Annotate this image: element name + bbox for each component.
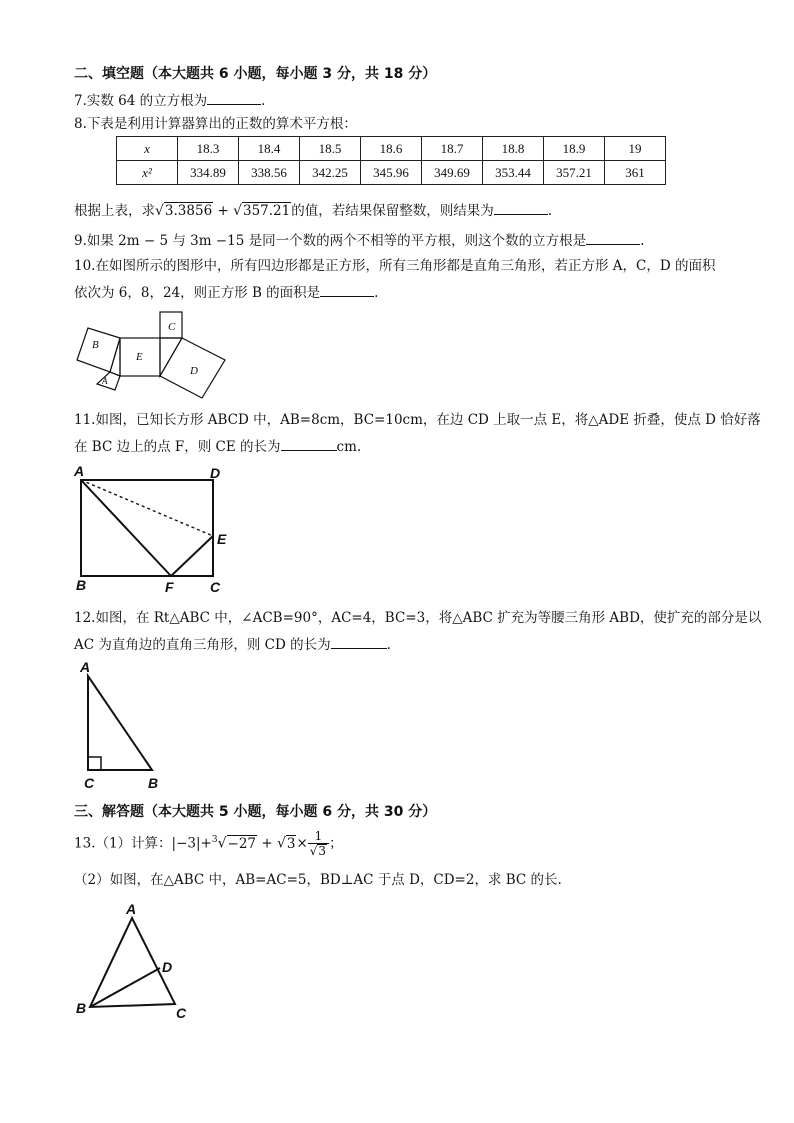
table-cell: 18.3 <box>178 137 239 161</box>
label-c: C <box>168 321 176 333</box>
times-sign: × <box>296 835 308 852</box>
denominator-radicand: 3 <box>318 844 327 859</box>
radical-sign: √ <box>155 203 164 219</box>
cube-root-index: 3 <box>211 835 218 846</box>
segment-af <box>81 480 171 576</box>
table-cell: 342.25 <box>300 161 361 185</box>
table-cell: 18.7 <box>422 137 483 161</box>
q8-end: . <box>547 203 553 219</box>
radicand-2: 357.21 <box>243 203 291 219</box>
q9-answer-blank <box>586 232 640 245</box>
section-2-heading: 二、填空题（本大题共 6 小题，每小题 3 分，共 18 分） <box>74 66 437 82</box>
sqrt-table <box>116 136 666 185</box>
radicand-1: 3.3856 <box>164 203 213 219</box>
table-cell: 18.5 <box>300 137 361 161</box>
q12-end: . <box>386 637 391 653</box>
label-a: A <box>126 901 137 917</box>
fraction-denominator <box>308 844 329 858</box>
q12-line-2 <box>74 636 391 653</box>
label-c: C <box>84 775 95 791</box>
q12-line-2-text: AC 为直角边的直角三角形，则 CD 的长为 <box>74 637 331 653</box>
q11-answer-blank <box>281 438 337 451</box>
q11-line-2-text: 在 BC 边上的点 F，则 CE 的长为 <box>74 439 281 455</box>
square-a <box>97 372 120 390</box>
section-3-heading: 三、解答题（本大题共 5 小题，每小题 6 分，共 30 分） <box>74 804 437 820</box>
radical-sign: √ <box>276 835 286 852</box>
plus-sign: + <box>257 835 277 852</box>
table-cell: 338.56 <box>239 161 300 185</box>
right-angle-mark <box>88 757 101 770</box>
cube-radicand: −27 <box>227 835 257 852</box>
radical-sign: √ <box>233 203 242 219</box>
fraction-numerator: 1 <box>308 830 329 844</box>
label-d: D <box>210 465 221 481</box>
table-row-label: x² <box>117 161 178 185</box>
radical-sign: √ <box>309 844 318 859</box>
table-cell: 18.4 <box>239 137 300 161</box>
table-row-x <box>117 137 666 161</box>
q11-line-2 <box>74 438 361 455</box>
fraction <box>308 830 329 858</box>
table-cell: 18.9 <box>544 137 605 161</box>
label-a: A <box>102 376 108 386</box>
q13-triangle-figure <box>72 900 202 1024</box>
segment-fe <box>171 536 213 576</box>
q8-question <box>74 202 552 220</box>
q8-question-post: 的值，若结果保留整数，则结果为 <box>291 203 494 219</box>
label-d: D <box>190 365 198 377</box>
q11-rectangle-figure <box>70 462 240 596</box>
label-b: B <box>148 775 159 791</box>
segment-ae-dashed <box>81 480 213 536</box>
label-e: E <box>217 531 227 547</box>
label-b: B <box>76 577 87 593</box>
q10-squares-figure <box>70 308 240 400</box>
table-cell: 353.44 <box>483 161 544 185</box>
q10-answer-blank <box>320 284 374 297</box>
label-c: C <box>176 1005 187 1021</box>
q9-end: . <box>640 233 645 249</box>
table-cell: 357.21 <box>544 161 605 185</box>
q12-triangle-figure <box>74 656 174 796</box>
table-row-x2 <box>117 161 666 185</box>
table-cell: 345.96 <box>361 161 422 185</box>
label-a: A <box>74 463 85 479</box>
q8-answer-blank <box>494 202 548 215</box>
table-row-label: x <box>117 137 178 161</box>
q12-answer-blank <box>331 636 387 649</box>
question-7 <box>74 92 265 109</box>
table-cell: 19 <box>605 137 666 161</box>
q9-text: 9.如果 2m − 5 与 3m −15 是同一个数的两个不相等的平方根，则这个数的立方根是 <box>74 233 587 249</box>
sqrt-radicand: 3 <box>286 835 296 852</box>
segment-bd <box>90 968 160 1007</box>
q13-part1-pre: 13.（1）计算：|−3|+ <box>74 835 212 852</box>
q11-line-1: 11.如图，已知长方形 ABCD 中，AB=8cm，BC=10cm，在边 CD 上取一点 E，将△ADE 折叠，使点 D 恰好落 <box>74 412 761 428</box>
q10-end: . <box>374 285 379 301</box>
q13-part1-end: ； <box>329 835 343 852</box>
q7-text: 7.实数 64 的立方根为 <box>74 93 208 109</box>
radical-sign: √ <box>217 835 227 852</box>
question-9 <box>74 232 644 249</box>
label-e: E <box>136 351 143 363</box>
q13-part-1 <box>74 830 343 864</box>
q10-line-2 <box>74 284 378 301</box>
table-cell: 361 <box>605 161 666 185</box>
q11-end: cm. <box>336 439 362 455</box>
q12-line-1: 12.如图，在 Rt△ABC 中，∠ACB=90°，AC=4，BC=3，将△ABC 扩充为等腰三角形 ABD，使扩充的部分是以 <box>74 610 762 626</box>
label-b: B <box>92 339 99 351</box>
label-a: A <box>80 659 91 675</box>
q7-answer-blank <box>207 92 261 105</box>
q10-line-2-text: 依次为 6，8，24，则正方形 B 的面积是 <box>74 285 321 301</box>
q8-question-pre: 根据上表，求 <box>74 203 155 219</box>
q7-end: . <box>261 93 266 109</box>
label-d: D <box>162 959 173 975</box>
table-cell: 18.8 <box>483 137 544 161</box>
plus-sign: + <box>213 203 234 219</box>
table-cell: 334.89 <box>178 161 239 185</box>
q10-line-1: 10.在如图所示的图形中，所有四边形都是正方形，所有三角形都是直角三角形，若正方形 A，C，D 的面积 <box>74 258 716 274</box>
triangle-left <box>110 338 120 376</box>
label-c: C <box>210 579 221 595</box>
q8-intro: 8.下表是利用计算器算出的正数的算术平方根： <box>74 116 357 132</box>
q13-part-2: （2）如图，在△ABC 中，AB=AC=5，BD⊥AC 于点 D，CD=2，求 BC 的长. <box>74 872 562 888</box>
table-cell: 18.6 <box>361 137 422 161</box>
label-b: B <box>76 1000 87 1016</box>
table-cell: 349.69 <box>422 161 483 185</box>
label-f: F <box>165 579 174 595</box>
triangle-abc <box>88 676 152 770</box>
